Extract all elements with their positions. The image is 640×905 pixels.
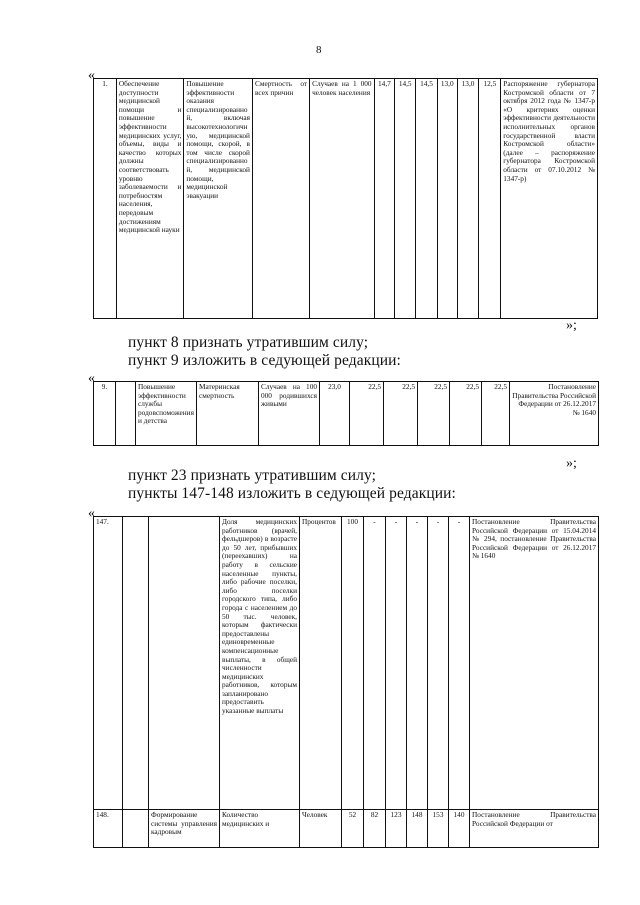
close-quote: »; <box>566 318 577 333</box>
value-cell: - <box>407 517 428 810</box>
measure-cell: Формирование системы управления кадровым <box>149 810 220 848</box>
value-cell: 140 <box>449 810 470 848</box>
table-rows-147-148 <box>93 516 599 848</box>
value-cell: 23,0 <box>320 382 350 446</box>
value-cell: 13,0 <box>437 79 457 319</box>
value-cell: 123 <box>386 810 407 848</box>
value-cell: 100 <box>342 517 364 810</box>
task-cell <box>123 517 149 810</box>
task-cell <box>116 382 136 446</box>
value-cell: 153 <box>428 810 449 848</box>
value-cell: 52 <box>342 810 364 848</box>
table-row-9 <box>93 381 599 446</box>
value-cell: 22,5 <box>418 382 450 446</box>
row-number: 1. <box>94 79 117 319</box>
open-quote: « <box>88 506 95 521</box>
value-cell: 14,5 <box>395 79 416 319</box>
value-cell: 14,7 <box>374 79 395 319</box>
table-row-1 <box>93 78 598 319</box>
measure-cell: Повышение эффективности оказания специализированной, включая высокотехнологичную, медицинской помощи, скорой, в том числе скорой специализированной, медицинской помощи, медицинской эвакуации <box>184 79 253 319</box>
value-cell: 148 <box>407 810 428 848</box>
value-cell: - <box>364 517 386 810</box>
unit-cell: Случаев на 100 000 родившихся живыми <box>259 382 320 446</box>
task-cell: Обеспечение доступности медицинской помощи и повышение эффективности медицинских услуг, объемы, виды и качество которых должны соответствовать уровню заболеваемости и потребностям населения, передовым достижениям медицинской науки <box>116 79 184 319</box>
source-cell: Постановление Правительства Российской Федерации от 26.12.2017 № 1640 <box>510 382 599 446</box>
value-cell: - <box>428 517 449 810</box>
unit-cell: Процентов <box>300 517 342 810</box>
indicator-cell: Доля медицинских работников (врачей, фельдшеров) в возрасте до 50 лет, прибывших (переехавших) на работу в сельские населенные пункты, либо рабочие поселки, либо поселки городского типа, либо города с населением до 50 тыс. человек, которым фактически предоставлены единовременные компенсационные выплаты, в общей численности медицинских работников, которым запланировано предоставить указанные выплаты <box>220 517 300 810</box>
source-cell: Распоряжение губернатора Костромской области от 7 октября 2012 года № 1347-р «О критериях оценки эффективности деятельности исполнительных органов государственной власти Костромской области» (далее – распоряжение губернатора Костромской области от 07.10.2012 № 1347-р) <box>501 79 598 319</box>
value-cell: 14,5 <box>416 79 438 319</box>
indicator-cell: Количество медицинских и <box>220 810 300 848</box>
instruction-text: пункт 8 признать утратившим силу; <box>128 334 369 351</box>
value-cell: 22,5 <box>482 382 510 446</box>
value-cell: 82 <box>364 810 386 848</box>
unit-cell: Случаев на 1 000 человек населения <box>310 79 374 319</box>
value-cell: - <box>386 517 407 810</box>
open-quote: « <box>88 371 95 386</box>
open-quote: « <box>88 68 95 83</box>
row-number: 148. <box>94 810 123 848</box>
page-number: 8 <box>316 44 322 56</box>
instruction-text: пункты 147-148 изложить в седующей редакции: <box>128 485 456 502</box>
row-number: 147. <box>94 517 123 810</box>
source-cell: Постановление Правительства Российской Федерации от <box>470 810 599 848</box>
row-number: 9. <box>94 382 116 446</box>
indicator-cell: Материнская смертность <box>197 382 259 446</box>
value-cell: 22,5 <box>450 382 482 446</box>
value-cell: 12,5 <box>479 79 501 319</box>
task-cell <box>123 810 149 848</box>
value-cell: 13,0 <box>457 79 479 319</box>
indicator-cell: Смертность от всех причин <box>252 79 309 319</box>
value-cell: - <box>449 517 470 810</box>
value-cell: 22,5 <box>350 382 384 446</box>
close-quote: »; <box>566 456 577 471</box>
source-cell: Постановление Правительства Российской Федерации от 15.04.2014 № 294, постановление Правительства Российской Федерации от 26.12.2017 № 1640 <box>470 517 599 810</box>
instruction-text: пункт 9 изложить в седующей редакции: <box>128 352 401 369</box>
measure-cell <box>149 517 220 810</box>
measure-cell: Повышение эффективности службы родовспоможения и детства <box>136 382 197 446</box>
unit-cell: Человек <box>300 810 342 848</box>
instruction-text: пункт 23 признать утратившим силу; <box>128 467 377 484</box>
value-cell: 22,5 <box>384 382 418 446</box>
